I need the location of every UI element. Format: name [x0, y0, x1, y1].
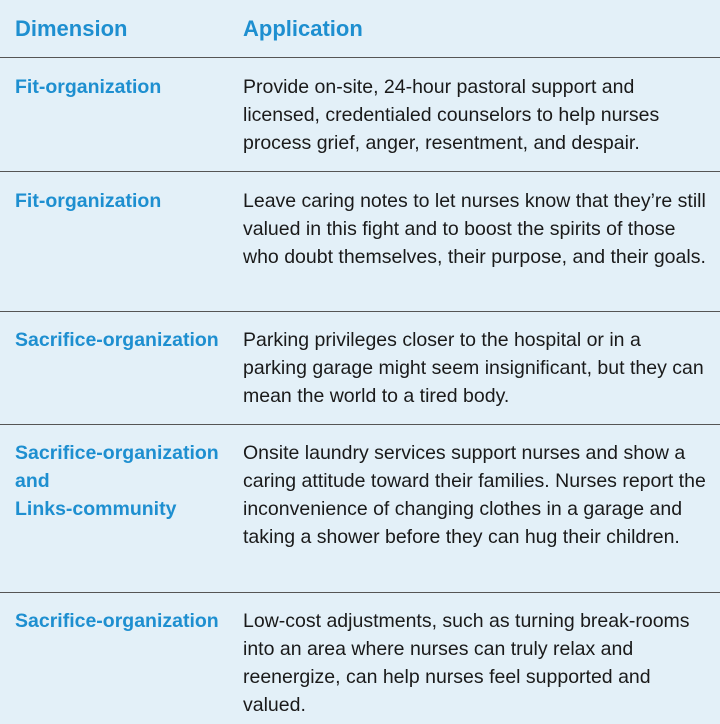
application-cell: Provide on-site, 24-hour pastoral support and licensed, credentialed counselors to help nurses process grief, anger, resentment, and despair. [243, 76, 660, 154]
application-cell: Onsite laundry services support nurses and show a caring attitude toward their families. Nurses report the inconvenience of changing clothes in a garage and taking a shower before they can hug their children. [243, 442, 706, 548]
table-row [0, 593, 720, 724]
table-header [0, 0, 720, 58]
table-row [0, 312, 720, 425]
header-dimension: Dimension [15, 16, 128, 41]
dimension-cell: Sacrifice-organization [15, 610, 219, 632]
dimension-cell: Fit-organization [15, 190, 162, 212]
application-cell: Leave caring notes to let nurses know that they’re still valued in this fight and to boost the spirits of those who doubt themselves, their purpose, and their goals. [243, 190, 706, 268]
dimension-cell: Sacrifice-organization [15, 329, 219, 351]
dimension-cell: Fit-organization [15, 76, 162, 98]
application-cell: Parking privileges closer to the hospital or in a parking garage might seem insignificant, but they can mean the world to a tired body. [243, 329, 704, 407]
table-row [0, 172, 720, 312]
application-cell: Low-cost adjustments, such as turning break-rooms into an area where nurses can truly relax and reenergize, can help nurses feel supported and valued. [243, 610, 690, 716]
header-application: Application [243, 16, 363, 41]
table-row [0, 425, 720, 593]
dimension-cell: Sacrifice-organization and Links-community [15, 442, 219, 520]
table-row [0, 58, 720, 172]
